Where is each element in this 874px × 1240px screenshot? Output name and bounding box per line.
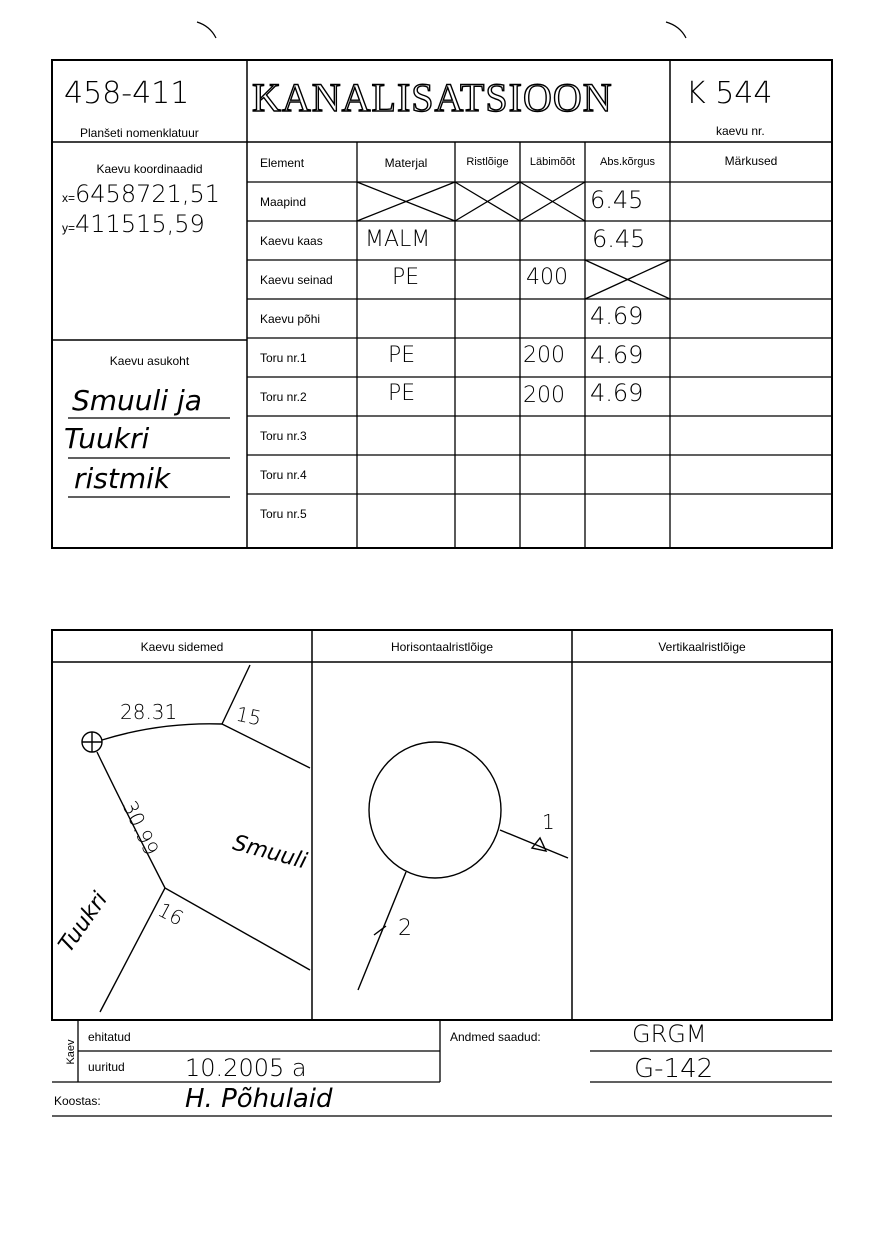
author-value: H. Põhulaid [185, 1084, 333, 1114]
well-number: K 544 [686, 76, 773, 111]
sheet-number: 458-411 [64, 76, 190, 111]
street-smuuli: Smuuli [230, 830, 310, 875]
surveyed-label: uuritud [88, 1060, 125, 1074]
row-abs: 4.69 [590, 379, 644, 407]
location-label: Kaevu asukoht [109, 354, 190, 368]
th-labimoot: Läbimõõt [529, 156, 576, 168]
pipe-2-label: 2 [398, 916, 412, 941]
row-abs: 6.45 [592, 225, 646, 253]
row-materjal: PE [388, 343, 416, 368]
pipe-1-label: 1 [542, 810, 555, 834]
surveyed-value: 10.2005 a [185, 1054, 307, 1082]
distance-16: 16 [153, 897, 188, 931]
distance-diagonal: 30.99 [117, 796, 164, 860]
y-value: 411515,59 [75, 210, 205, 238]
th-element: Element [260, 156, 305, 170]
location-line: Tuukri [64, 422, 150, 455]
row-element: Kaevu põhi [260, 312, 321, 326]
well-side-label: Kaev [65, 1039, 77, 1065]
th-materjal: Materjal [384, 156, 428, 170]
street-tuukri: Tuukri [54, 887, 113, 958]
y-prefix: y= [62, 221, 76, 235]
x-coordinate [62, 180, 220, 208]
row-materjal: PE [388, 381, 416, 406]
vertical-section-label: Vertikaalristlõige [658, 640, 746, 654]
horizontal-section-label: Horisontaalristlõige [390, 640, 494, 654]
data-source-label: Andmed saadud: [450, 1030, 541, 1044]
author-label: Koostas: [54, 1094, 101, 1108]
well-number-label: kaevu nr. [716, 124, 765, 138]
data-source-2: G-142 [634, 1054, 714, 1084]
row-labimoot: 200 [523, 343, 565, 368]
row-abs: 6.45 [590, 186, 644, 214]
row-labimoot: 400 [526, 265, 568, 290]
th-markused: Märkused [724, 154, 778, 168]
row-abs: 4.69 [590, 302, 644, 330]
row-materjal: MALM [365, 227, 431, 252]
row-labimoot: 200 [523, 383, 565, 408]
x-prefix: x= [62, 191, 76, 205]
x-value: 6458721,51 [75, 180, 221, 208]
row-element: Toru nr.4 [260, 468, 307, 482]
location-line: Smuuli ja [72, 384, 202, 417]
horizontal-section-sketch [358, 742, 568, 990]
data-source-1: GRGM [632, 1020, 707, 1048]
row-element: Kaevu seinad [260, 273, 333, 287]
distance-15: 15 [233, 701, 264, 731]
th-ristloige: Ristlõige [466, 156, 509, 168]
row-element: Toru nr.5 [260, 507, 307, 521]
row-element: Kaevu kaas [260, 234, 323, 248]
coordinates-label: Kaevu koordinaadid [96, 162, 203, 176]
well-links-sketch [82, 665, 310, 1012]
row-element: Toru nr.2 [260, 390, 307, 404]
links-label: Kaevu sidemed [140, 640, 224, 654]
y-coordinate [62, 210, 205, 238]
form-title: KANALISATSIOON [252, 75, 613, 120]
built-label: ehitatud [88, 1030, 131, 1044]
distance-top: 28.31 [120, 700, 178, 724]
th-abs-korgus: Abs.kõrgus [599, 156, 656, 168]
row-element: Toru nr.3 [260, 429, 307, 443]
row-abs: 4.69 [590, 341, 644, 369]
row-element: Maapind [260, 195, 307, 209]
row-element: Toru nr.1 [260, 351, 307, 365]
location-line: ristmik [74, 462, 171, 495]
row-materjal: PE [392, 265, 420, 290]
sheet-number-label: Planšeti nomenklatuur [80, 126, 199, 140]
